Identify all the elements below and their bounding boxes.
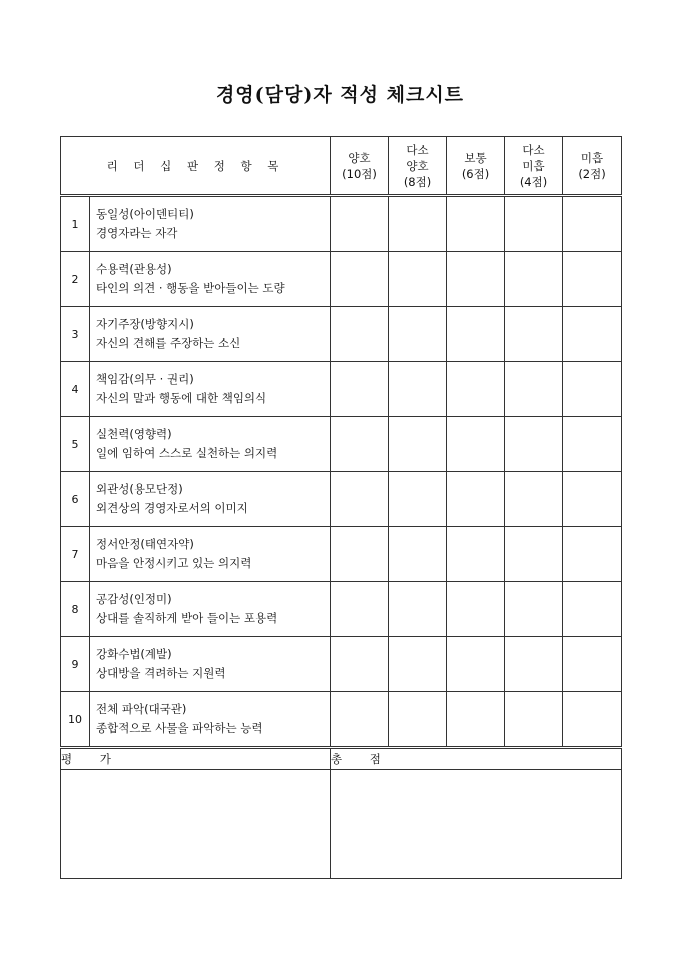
footer-label-row	[61, 748, 622, 770]
score-cell[interactable]	[505, 196, 563, 252]
score-cell[interactable]	[331, 307, 389, 362]
table-row	[61, 637, 622, 692]
item-description: 동일성(아이덴티티) 경영자라는 자각	[90, 196, 331, 252]
score-cell[interactable]	[563, 472, 622, 527]
score-cell[interactable]	[447, 362, 505, 417]
grade-header: 다소 미흡 (4점)	[505, 137, 563, 196]
checksheet-table	[60, 136, 622, 879]
score-cell[interactable]	[563, 527, 622, 582]
item-description: 공감성(인정미) 상대를 솔직하게 받아 들이는 포용력	[90, 582, 331, 637]
item-number: 4	[61, 362, 90, 417]
table-row	[61, 196, 622, 252]
criteria-header: 리 더 십 판 정 항 목	[61, 137, 331, 196]
score-cell[interactable]	[447, 252, 505, 307]
score-cell[interactable]	[331, 196, 389, 252]
score-cell[interactable]	[505, 252, 563, 307]
score-cell[interactable]	[447, 527, 505, 582]
item-description: 강화수법(계발) 상대방을 격려하는 지원력	[90, 637, 331, 692]
item-number: 6	[61, 472, 90, 527]
page-title: 경영(담당)자 적성 체크시트	[215, 84, 465, 106]
score-cell[interactable]	[331, 362, 389, 417]
score-cell[interactable]	[331, 417, 389, 472]
item-number: 3	[61, 307, 90, 362]
score-cell[interactable]	[505, 582, 563, 637]
score-cell[interactable]	[447, 582, 505, 637]
table-row	[61, 252, 622, 307]
item-number: 9	[61, 637, 90, 692]
table-row	[61, 692, 622, 748]
score-cell[interactable]	[447, 637, 505, 692]
score-cell[interactable]	[389, 307, 447, 362]
item-description: 책임감(의무 · 권리) 자신의 말과 행동에 대한 책임의식	[90, 362, 331, 417]
score-cell[interactable]	[331, 252, 389, 307]
item-number: 1	[61, 196, 90, 252]
score-cell[interactable]	[389, 582, 447, 637]
item-number: 7	[61, 527, 90, 582]
item-number: 10	[61, 692, 90, 748]
grade-header: 미흡 (2점)	[563, 137, 622, 196]
score-cell[interactable]	[331, 637, 389, 692]
item-description: 전체 파악(대국관) 종합적으로 사물을 파악하는 능력	[90, 692, 331, 748]
grade-header: 보통 (6점)	[447, 137, 505, 196]
score-cell[interactable]	[505, 637, 563, 692]
score-cell[interactable]	[505, 417, 563, 472]
score-cell[interactable]	[389, 252, 447, 307]
score-cell[interactable]	[505, 692, 563, 748]
item-number: 8	[61, 582, 90, 637]
score-cell[interactable]	[389, 527, 447, 582]
footer-entry-row	[61, 770, 622, 879]
score-cell[interactable]	[447, 307, 505, 362]
item-description: 수용력(관용성) 타인의 의견 · 행동을 받아들이는 도량	[90, 252, 331, 307]
score-cell[interactable]	[389, 362, 447, 417]
score-cell[interactable]	[563, 307, 622, 362]
score-cell[interactable]	[331, 527, 389, 582]
evaluation-field[interactable]	[61, 770, 331, 879]
table-row	[61, 417, 622, 472]
total-score-label: 총 점	[331, 748, 622, 770]
total-score-field[interactable]	[331, 770, 622, 879]
score-cell[interactable]	[331, 582, 389, 637]
score-cell[interactable]	[563, 637, 622, 692]
score-cell[interactable]	[563, 417, 622, 472]
score-cell[interactable]	[389, 637, 447, 692]
grade-header: 다소 양호 (8점)	[389, 137, 447, 196]
score-cell[interactable]	[447, 417, 505, 472]
score-cell[interactable]	[389, 472, 447, 527]
score-cell[interactable]	[447, 472, 505, 527]
table-row	[61, 582, 622, 637]
score-cell[interactable]	[331, 472, 389, 527]
item-description: 외관성(용모단정) 외견상의 경영자로서의 이미지	[90, 472, 331, 527]
item-number: 5	[61, 417, 90, 472]
score-cell[interactable]	[447, 196, 505, 252]
item-description: 정서안정(태연자약) 마음을 안정시키고 있는 의지력	[90, 527, 331, 582]
score-cell[interactable]	[563, 692, 622, 748]
score-cell[interactable]	[563, 582, 622, 637]
header-row	[61, 137, 622, 196]
score-cell[interactable]	[563, 362, 622, 417]
score-cell[interactable]	[389, 417, 447, 472]
score-cell[interactable]	[389, 196, 447, 252]
score-cell[interactable]	[331, 692, 389, 748]
score-cell[interactable]	[563, 196, 622, 252]
table-row	[61, 307, 622, 362]
table-row	[61, 362, 622, 417]
evaluation-label: 평 가	[61, 748, 331, 770]
grade-header: 양호 (10점)	[331, 137, 389, 196]
item-description: 자기주장(방향지시) 자신의 견해를 주장하는 소신	[90, 307, 331, 362]
grade-label: 다소 양호	[406, 142, 429, 173]
score-cell[interactable]	[389, 692, 447, 748]
score-cell[interactable]	[505, 362, 563, 417]
item-number: 2	[61, 252, 90, 307]
table-row	[61, 527, 622, 582]
score-cell[interactable]	[563, 252, 622, 307]
table-row	[61, 472, 622, 527]
item-description: 실천력(영향력) 일에 임하여 스스로 실천하는 의지력	[90, 417, 331, 472]
score-cell[interactable]	[447, 692, 505, 748]
score-cell[interactable]	[505, 472, 563, 527]
score-cell[interactable]	[505, 527, 563, 582]
score-cell[interactable]	[505, 307, 563, 362]
